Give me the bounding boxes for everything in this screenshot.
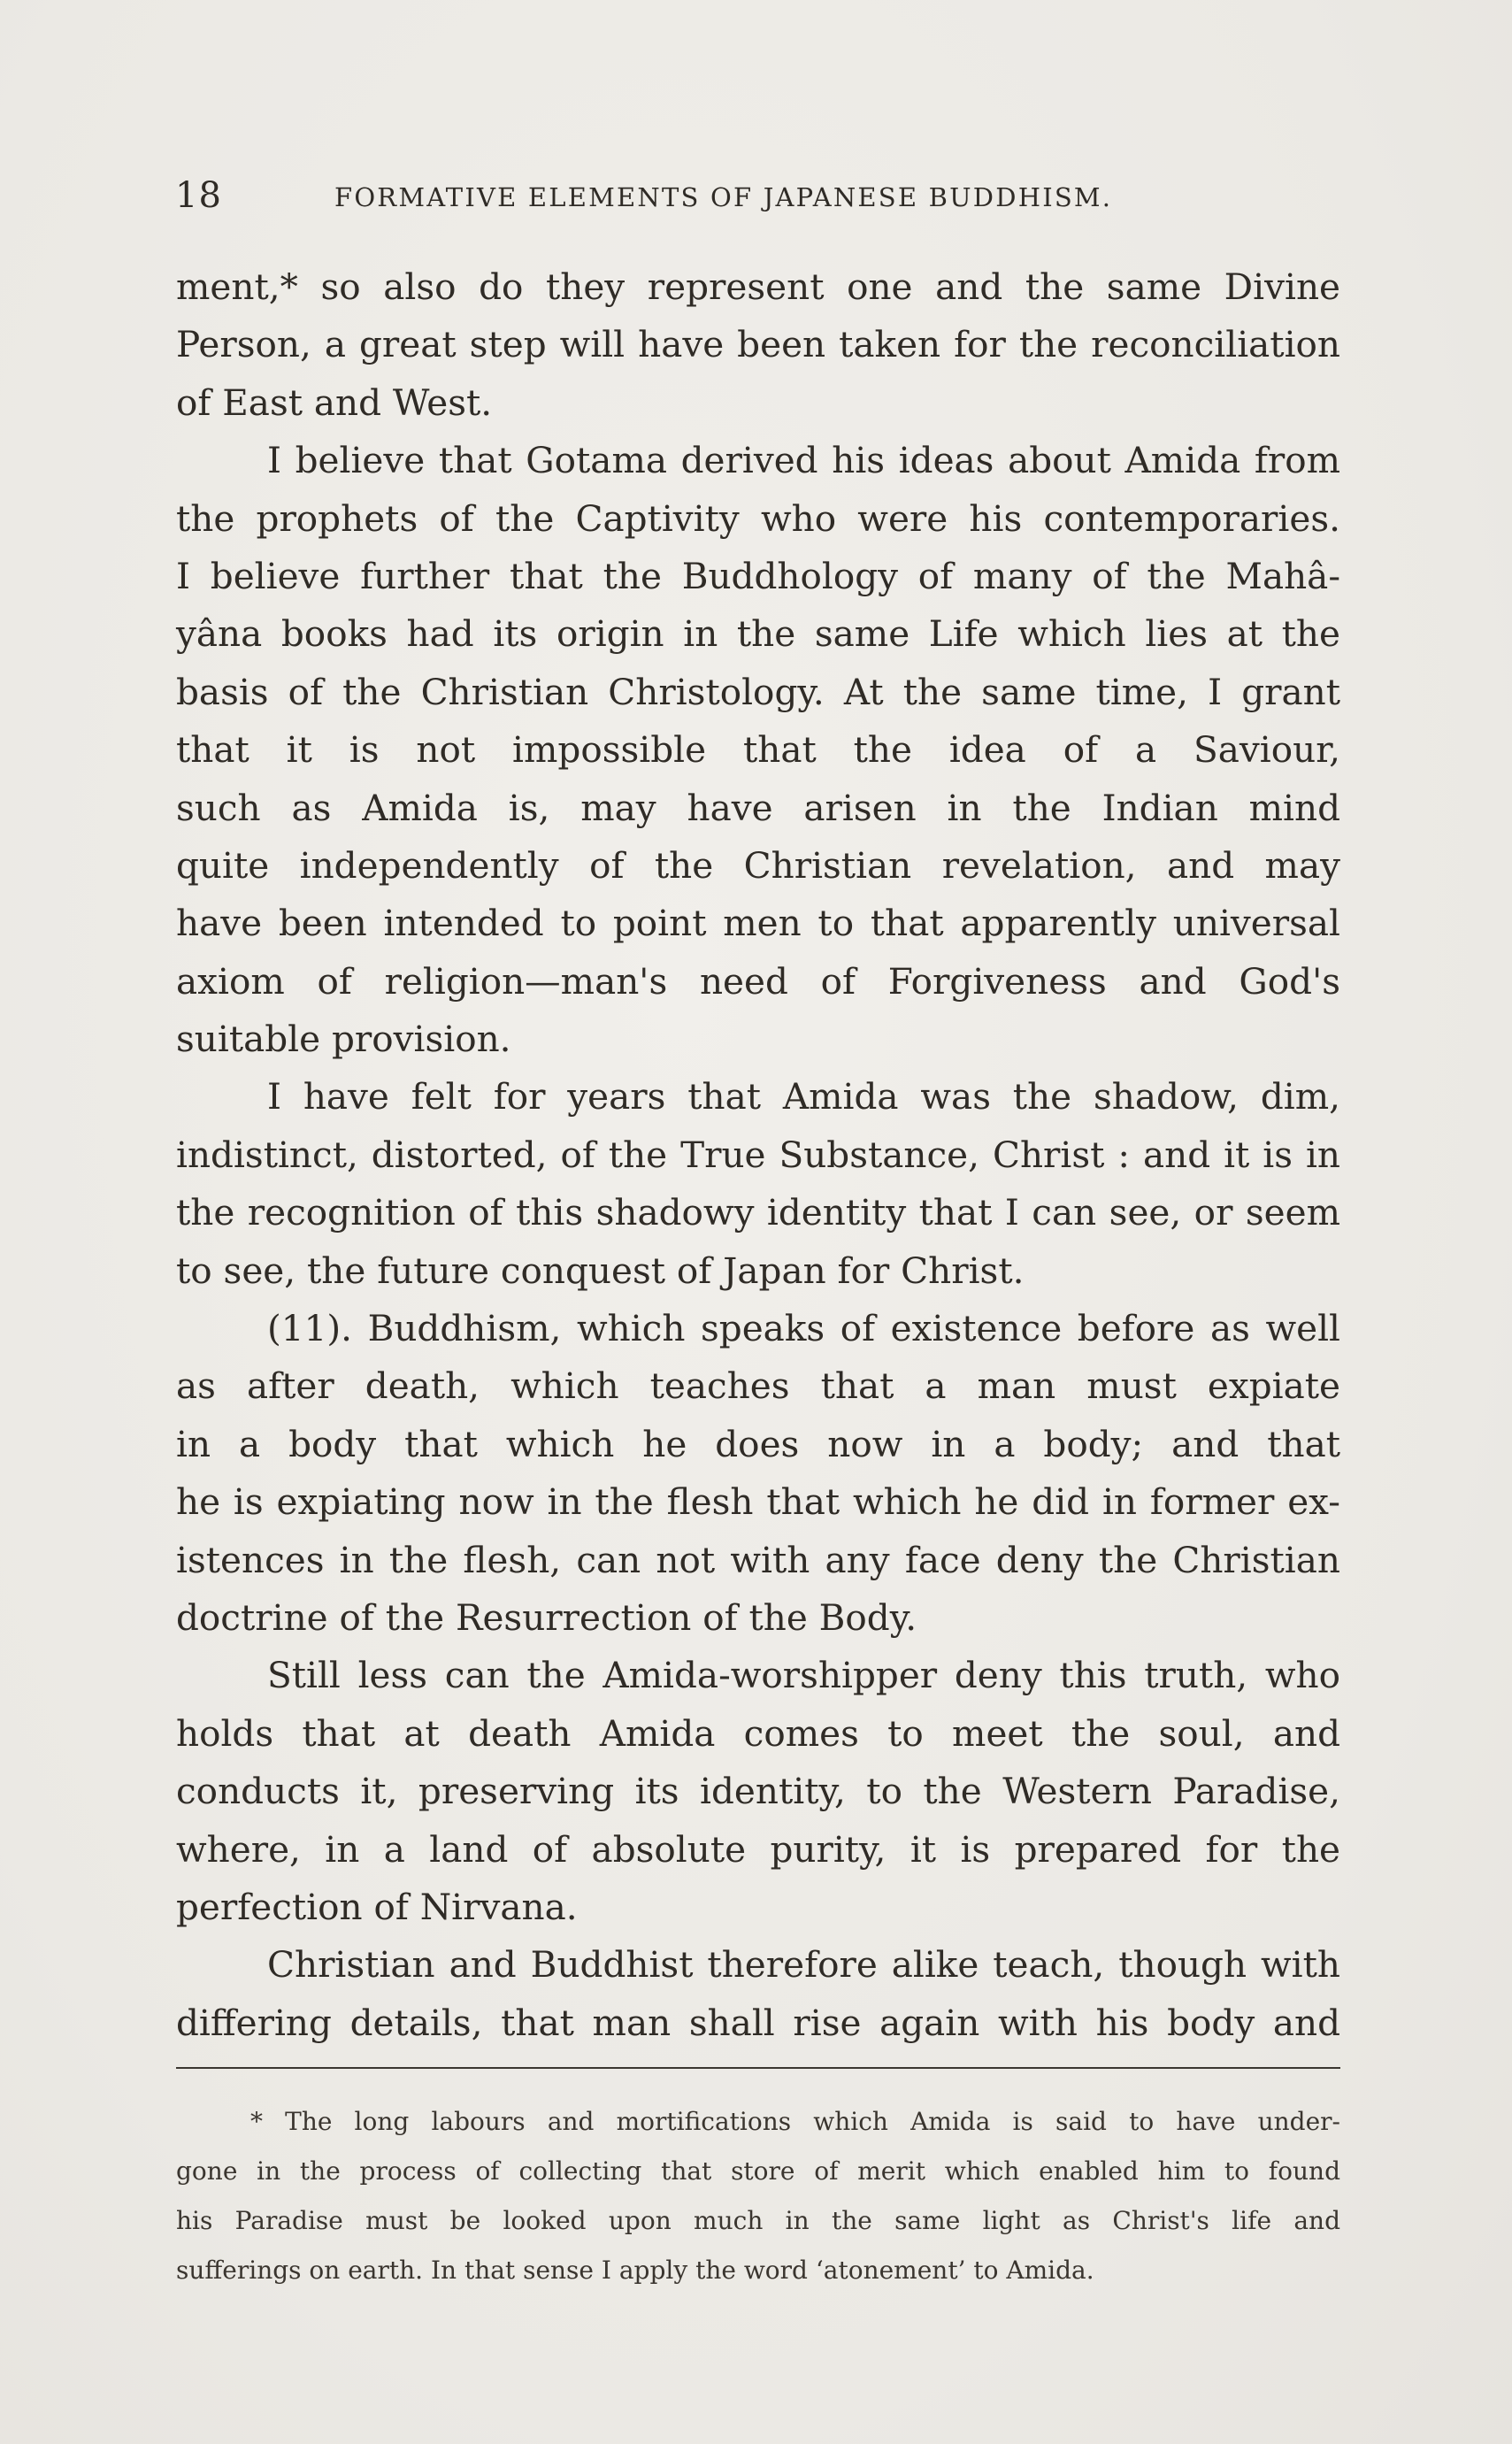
text-line: that it is not impossible that the idea of a Saviour, (176, 728, 1340, 772)
text-line: quite independently of the Christian revelation, and may (176, 843, 1340, 887)
text-line: ment,* so also do they represent one and the same Divine (176, 265, 1340, 308)
text-line: in a body that which he does now in a body; and that (176, 1422, 1340, 1465)
text-line: to see, the future conquest of Japan for Christ. (176, 1249, 1025, 1292)
text-line: such as Amida is, may have arisen in the Indian mind (176, 786, 1340, 829)
text-line: axiom of religion—man's need of Forgiveness and God's (176, 959, 1340, 1003)
footnote-line: sufferings on earth. In that sense I apply the word ‘atonement’ to Amida. (176, 2256, 1094, 2285)
text-line: doctrine of the Resurrection of the Body. (176, 1595, 917, 1639)
footnote-rule (176, 2067, 1340, 2069)
text-line: Person, a great step will have been taken for the reconciliation (176, 323, 1340, 366)
text-line: he is expiating now in the flesh that which he did in former ex- (176, 1480, 1340, 1524)
text-line: have been intended to point men to that apparently universal (176, 902, 1340, 945)
text-line: I believe further that the Buddhology of many of the Mahâ- (176, 554, 1340, 597)
text-line: yâna books had its origin in the same Life which lies at the (176, 612, 1340, 656)
running-head: FORMATIVE ELEMENTS OF JAPANESE BUDDHISM. (334, 182, 1113, 212)
text-line: Still less can the Amida-worshipper deny this truth, who (267, 1654, 1340, 1697)
footnote (176, 2097, 1340, 2295)
body-text (176, 258, 1340, 2052)
text-line: holds that at death Amida comes to meet the soul, and (176, 1711, 1340, 1755)
text-line: perfection of Nirvana. (176, 1885, 578, 1928)
text-line: of East and West. (176, 380, 493, 424)
text-line: differing details, that man shall rise again with his body and (176, 2001, 1340, 2044)
text-line: the recognition of this shadowy identity that I can see, or seem (176, 1191, 1340, 1234)
text-line: basis of the Christian Christology. At the same time, I grant (176, 670, 1340, 713)
footnote-line: gone in the process of collecting that store of merit which enabled him to found (176, 2156, 1340, 2186)
text-line: I have felt for years that Amida was the shadow, dim, (267, 1075, 1340, 1118)
text-line: Christian and Buddhist therefore alike teach, though with (267, 1943, 1340, 1987)
footnote-line: his Paradise must be looked upon much in the same light as Christ's life and (176, 2206, 1340, 2235)
text-line: where, in a land of absolute purity, it is prepared for the (176, 1827, 1340, 1871)
text-line: indistinct, distorted, of the True Substance, Christ : and it is in (176, 1133, 1340, 1176)
text-line: I believe that Gotama derived his ideas about Amida from (267, 439, 1340, 482)
footnote-line: * The long labours and mortifications which Amida is said to have under- (250, 2107, 1340, 2136)
page-number: 18 (175, 175, 222, 216)
text-line: istences in the flesh, can not with any face deny the Christian (176, 1538, 1340, 1581)
text-line: suitable provision. (176, 1018, 511, 1061)
text-line: (11). Buddhism, which speaks of existence before as well (267, 1307, 1340, 1350)
text-line: as after death, which teaches that a man must expiate (176, 1364, 1340, 1408)
text-line: conducts it, preserving its identity, to the Western Paradise, (176, 1770, 1340, 1813)
text-line: the prophets of the Captivity who were his contemporaries. (176, 496, 1340, 540)
page-header (175, 175, 1343, 219)
